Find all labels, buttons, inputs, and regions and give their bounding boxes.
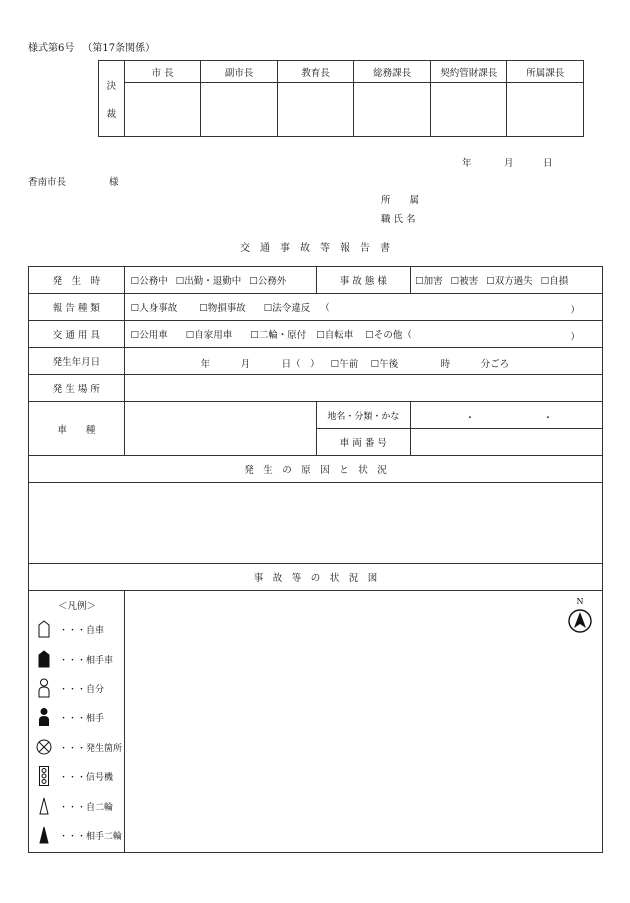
datetime-month: 月 <box>240 359 251 370</box>
legend-item-text: ・・・相手車 <box>59 655 114 666</box>
report-form <box>28 266 603 853</box>
reporter-name-label: 職 氏 名 <box>381 214 416 225</box>
checkbox-official-car[interactable]: ☐公用車 <box>130 330 168 341</box>
checkbox-property[interactable]: ☐物損事故 <box>199 303 246 314</box>
datetime-year: 年 <box>200 359 211 370</box>
report-type-options <box>124 294 602 321</box>
paren-close: ） <box>570 305 580 316</box>
approval-col-contracts: 契約管財課長 <box>430 61 507 83</box>
own-car-icon <box>35 619 53 639</box>
checkbox-victim[interactable]: ☐被害 <box>450 276 479 287</box>
datetime-day: 日（ ） <box>281 359 320 370</box>
checkbox-on-duty[interactable]: ☐公務中 <box>130 276 168 287</box>
approval-table <box>98 60 584 137</box>
legend-panel <box>29 591 125 853</box>
legend-item <box>35 825 122 845</box>
occurrence-time-options <box>124 267 316 294</box>
approval-stamp-cell[interactable] <box>277 83 354 137</box>
approval-stamp-cell[interactable] <box>430 83 507 137</box>
datetime-minute: 分ごろ <box>480 359 510 370</box>
plate-number-label: 車 両 番 号 <box>316 429 411 456</box>
reporter-dept-label: 所 属 <box>381 195 420 206</box>
plate-number-input[interactable] <box>411 429 603 456</box>
accident-mode-options <box>411 267 603 294</box>
vehicle-type-input[interactable] <box>124 402 316 456</box>
legend-item-text: ・・・自二輪 <box>59 802 114 813</box>
form-relation-text: （第17条関係） <box>82 43 156 54</box>
place-input[interactable] <box>124 375 602 402</box>
compass-icon <box>568 609 592 633</box>
accident-point-icon <box>35 737 53 757</box>
checkbox-off-duty[interactable]: ☐公務外 <box>249 276 287 287</box>
compass <box>568 597 592 636</box>
legend-item <box>35 766 113 786</box>
checkbox-perpetrator[interactable]: ☐加害 <box>415 276 443 287</box>
legend-item-text: ・・・発生箇所 <box>59 743 123 754</box>
paren-open: （ <box>320 303 330 314</box>
datetime-field[interactable] <box>124 348 602 375</box>
legend-item-text: ・・・自車 <box>59 625 105 636</box>
legend-item <box>35 678 104 698</box>
checkbox-motorbike[interactable]: ☐二輪・原付 <box>250 330 307 341</box>
own-bike-icon <box>35 796 53 816</box>
checkbox-commuting[interactable]: ☐出勤・退勤中 <box>175 276 242 287</box>
checkbox-am[interactable]: ☐午前 <box>330 359 359 370</box>
approval-col-general-affairs: 総務課長 <box>354 61 431 83</box>
legend-item-text: ・・・信号機 <box>59 772 114 783</box>
checkbox-private-car[interactable]: ☐自家用車 <box>185 330 233 341</box>
approval-stamp-cell[interactable] <box>507 83 584 137</box>
accident-mode-label: 事 故 態 様 <box>316 267 411 294</box>
form-number <box>28 44 155 54</box>
vehicle-type-label: 車 種 <box>29 402 125 456</box>
datetime-label: 発生年月日 <box>29 348 125 375</box>
plate-region-label: 地名・分類・かな <box>316 402 411 429</box>
vehicle-use-options <box>124 321 602 348</box>
legend-item-text: ・・・相手二輪 <box>59 831 123 842</box>
legend-item <box>35 649 113 669</box>
report-type-label: 報 告 種 類 <box>29 294 125 321</box>
self-person-icon <box>35 678 53 698</box>
checkbox-self-damage[interactable]: ☐自損 <box>540 276 569 287</box>
diagram-header: 事 故 等 の 状 況 図 <box>29 564 603 591</box>
legend-title: ＜凡例＞ <box>57 601 96 612</box>
other-person-icon <box>35 707 53 727</box>
other-bike-icon <box>35 825 53 845</box>
legend-item <box>35 737 122 757</box>
checkbox-injury[interactable]: ☐人身事故 <box>130 303 178 314</box>
date-month: 月 <box>504 158 514 169</box>
legend-item <box>35 796 113 816</box>
legend-item <box>35 707 104 727</box>
addressee-honorific: 様 <box>109 177 119 188</box>
approval-col-department: 所属課長 <box>507 61 584 83</box>
other-car-icon <box>35 649 53 669</box>
traffic-signal-icon <box>35 766 53 786</box>
approval-stamp-cell[interactable] <box>124 83 201 137</box>
checkbox-bicycle[interactable]: ☐自転車 <box>316 330 354 341</box>
occurrence-time-label: 発 生 時 <box>29 267 125 294</box>
vehicle-use-label: 交 通 用 具 <box>29 321 125 348</box>
approval-col-education: 教育長 <box>277 61 354 83</box>
checkbox-other[interactable]: ☐その他（ <box>365 330 412 341</box>
cause-header: 発 生 の 原 因 と 状 況 <box>29 456 603 483</box>
approval-side-label: 決 裁 <box>99 61 125 137</box>
legend-item-text: ・・・自分 <box>59 684 105 695</box>
compass-north-label: N <box>576 597 584 606</box>
date-year: 年 <box>462 158 472 169</box>
checkbox-pm[interactable]: ☐午後 <box>370 359 399 370</box>
approval-stamp-cell[interactable] <box>201 83 278 137</box>
form-number-text: 様式第6号 <box>28 43 75 54</box>
legend-item <box>35 619 104 639</box>
date-day: 日 <box>543 158 553 169</box>
plate-dot: ・ <box>465 413 475 424</box>
addressee-name: 香南市長 <box>28 177 67 188</box>
datetime-hour: 時 <box>440 359 451 370</box>
approval-col-deputy-mayor: 副市長 <box>201 61 278 83</box>
plate-dot: ・ <box>543 413 553 424</box>
diagram-canvas[interactable] <box>124 591 602 853</box>
page-title: 交 通 事 故 等 報 告 書 <box>240 243 390 254</box>
paren-close: ） <box>570 332 580 343</box>
approval-stamp-cell[interactable] <box>354 83 431 137</box>
approval-col-mayor: 市 長 <box>124 61 201 83</box>
checkbox-mutual-fault[interactable]: ☐双方過失 <box>486 276 533 287</box>
checkbox-violation[interactable]: ☐法令違反 <box>263 303 311 314</box>
legend-item-text: ・・・相手 <box>59 713 105 724</box>
place-label: 発 生 場 所 <box>29 375 125 402</box>
cause-input[interactable] <box>29 483 603 564</box>
plate-region-input[interactable] <box>411 402 603 429</box>
